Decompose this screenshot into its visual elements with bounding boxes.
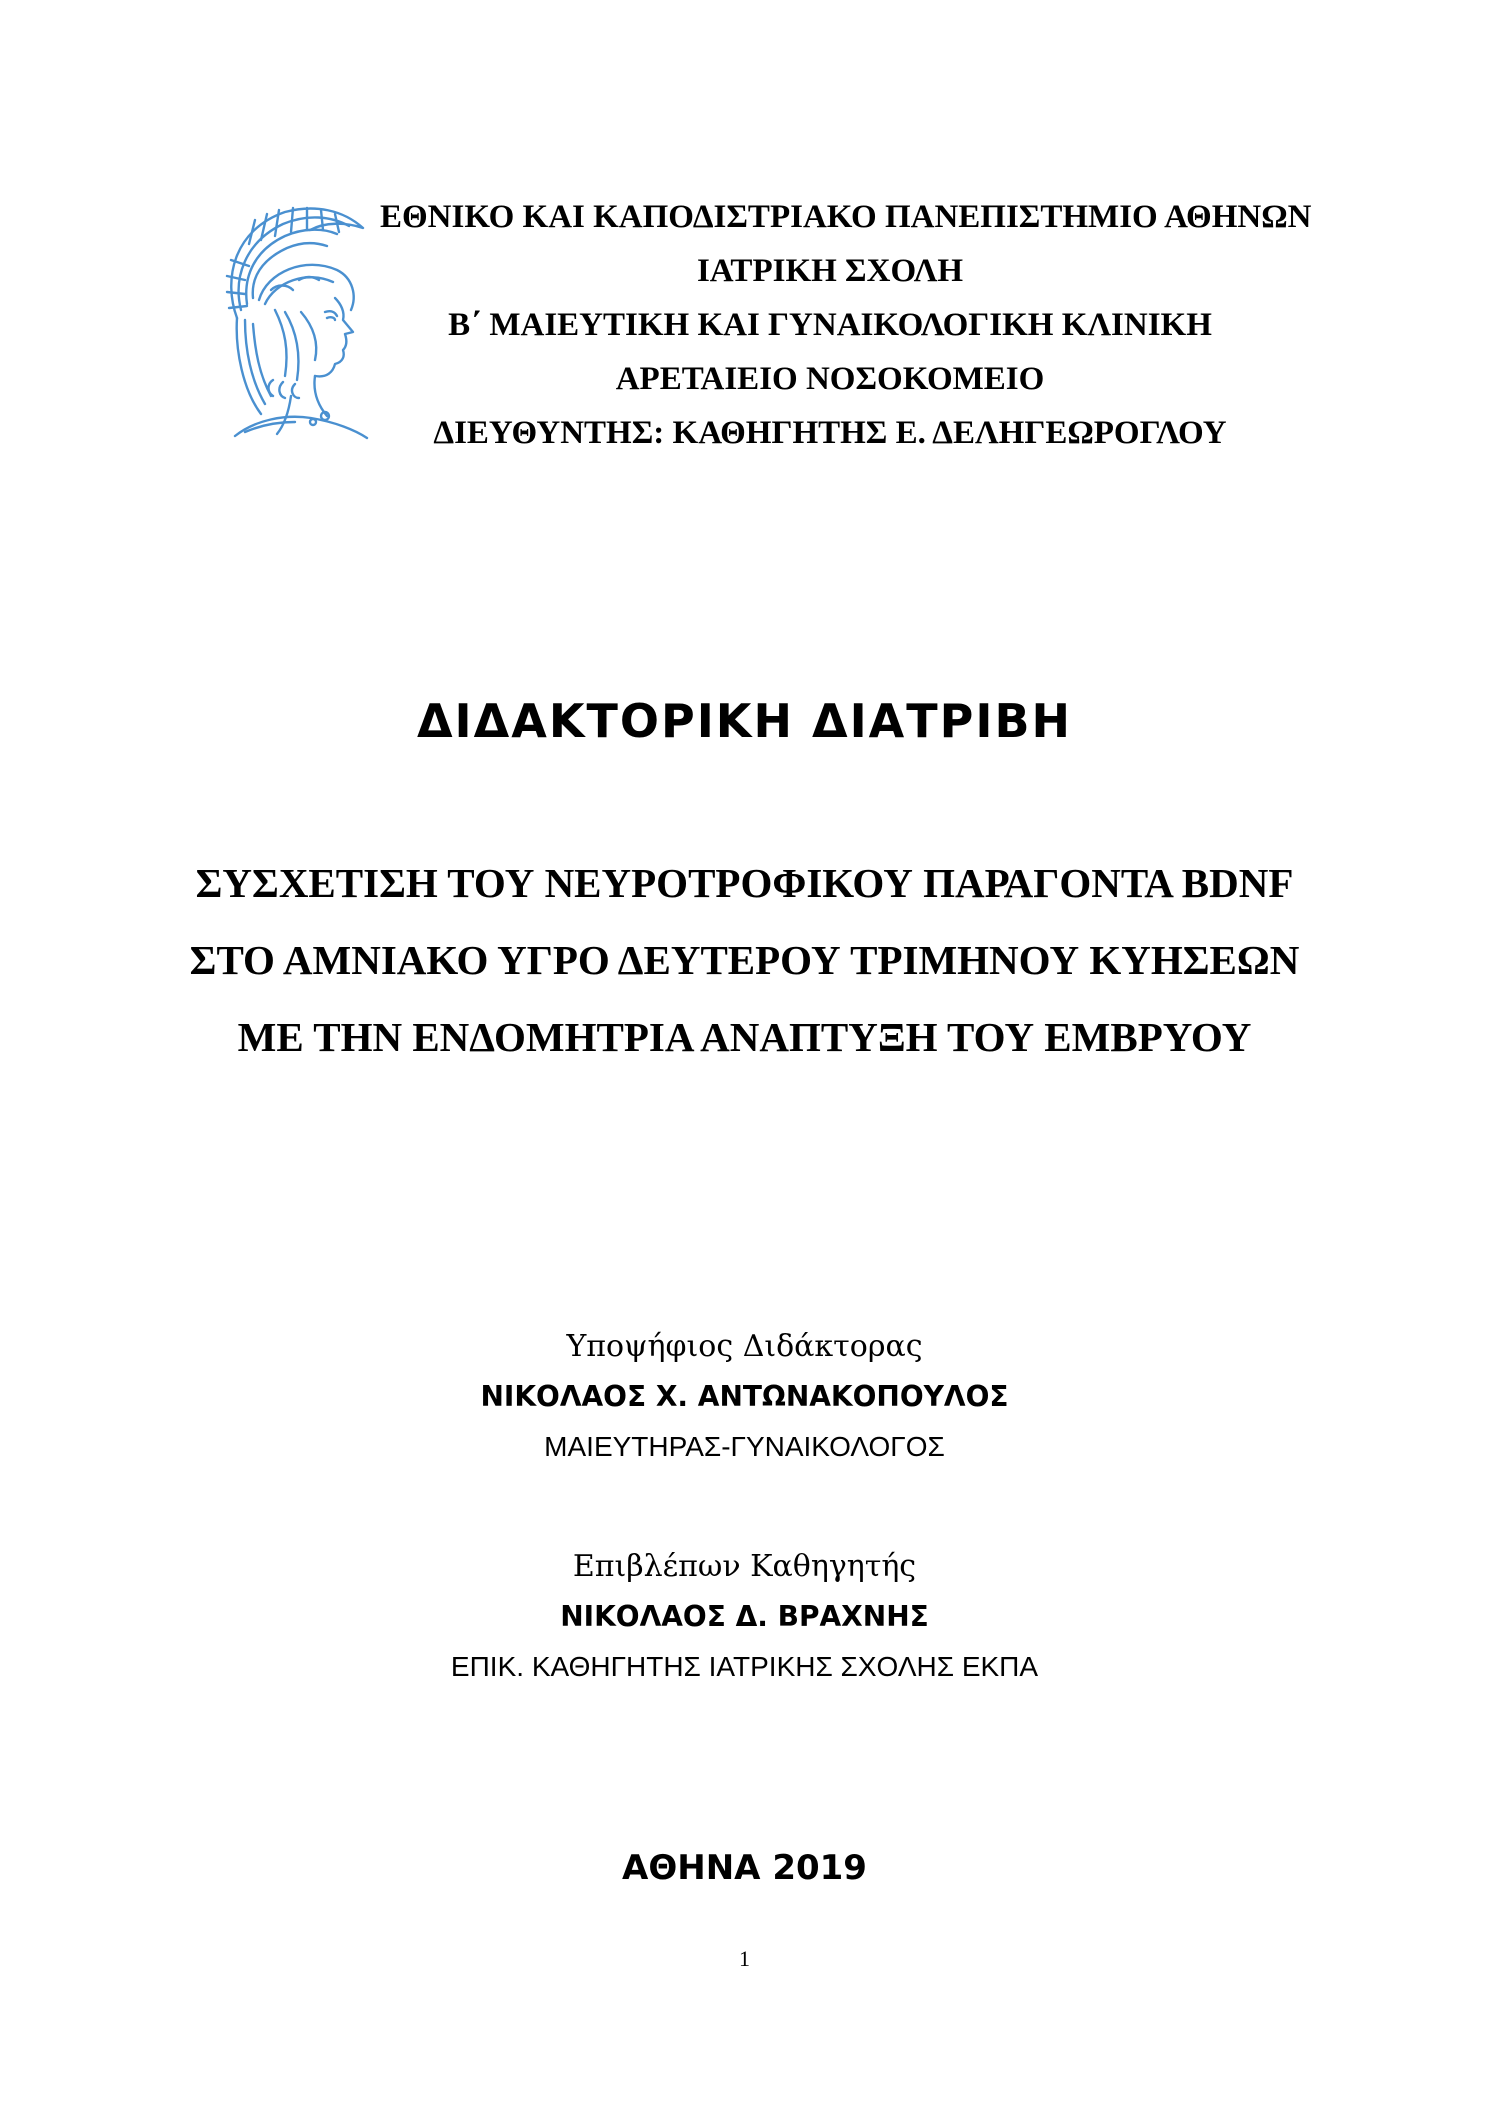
school-name: ΙΑΤΡΙΚΗ ΣΧΟΛΗ xyxy=(696,253,964,289)
clinic-name: Β΄ ΜΑΙΕΥΤΙΚΗ ΚΑΙ ΓΥΝΑΙΚΟΛΟΓΙΚΗ ΚΛΙΝΙΚΗ xyxy=(448,307,1212,343)
institution-header xyxy=(380,190,1312,460)
place-year: ΑΘΗΝΑ 2019 xyxy=(622,1848,867,1888)
university-logo xyxy=(215,200,375,440)
candidate-name: ΝΙΚΟΛΑΟΣ Χ. ΑΝΤΩΝΑΚΟΠΟΥΛΟΣ xyxy=(480,1380,1009,1413)
people-block xyxy=(150,1322,1339,1692)
university-name: ΕΘΝΙΚΟ ΚΑΙ ΚΑΠΟΔΙΣΤΡΙΑΚΟ ΠΑΝΕΠΙΣΤΗΜΙΟ ΑΘΗΝΩΝ xyxy=(380,199,1312,235)
thesis-title-line: ΣΥΣΧΕΤΙΣΗ ΤΟΥ ΝΕΥΡΟΤΡΟΦΙΚΟΥ ΠΑΡΑΓΟΝΤΑ BDNF xyxy=(195,860,1294,906)
director-line: ΔΙΕΥΘΥΝΤΗΣ: ΚΑΘΗΓΗΤΗΣ Ε. ΔΕΛΗΓΕΩΡΟΓΛΟΥ xyxy=(433,415,1227,451)
hospital-name: ΑΡΕΤΑΙΕΙΟ ΝΟΣΟΚΟΜΕΙΟ xyxy=(615,361,1045,397)
supervisor-position: ΕΠΙΚ. ΚΑΘΗΓΗΤΗΣ ΙΑΤΡΙΚΗΣ ΣΧΟΛΗΣ ΕΚΠΑ xyxy=(450,1651,1039,1682)
thesis-title-line: ΜΕ ΤΗΝ ΕΝΔΟΜΗΤΡΙΑ ΑΝΑΠΤΥΞΗ ΤΟΥ ΕΜΒΡΥΟΥ xyxy=(237,1014,1252,1060)
candidate-position: ΜΑΙΕΥΤΗΡΑΣ-ΓΥΝΑΙΚΟΛΟΓΟΣ xyxy=(544,1431,945,1462)
athena-head-emblem-icon xyxy=(215,200,375,440)
supervisor-name: ΝΙΚΟΛΑΟΣ Δ. ΒΡΑΧΝΗΣ xyxy=(560,1600,929,1633)
supervisor-role: Επιβλέπων Καθηγητής xyxy=(572,1549,917,1584)
page-number: 1 xyxy=(739,1946,750,1971)
thesis-title-line: ΣΤΟ ΑΜΝΙΑΚΟ ΥΓΡΟ ΔΕΥΤΕΡΟΥ ΤΡΙΜΗΝΟΥ ΚΥΗΣΕΩΝ xyxy=(189,937,1300,983)
document-type-heading: ΔΙΔΑΚΤΟΡΙΚΗ ΔΙΑΤΡΙΒΗ xyxy=(416,694,1073,748)
thesis-title xyxy=(150,845,1339,1076)
candidate-role: Υποψήφιος Διδάκτορας xyxy=(566,1329,923,1364)
